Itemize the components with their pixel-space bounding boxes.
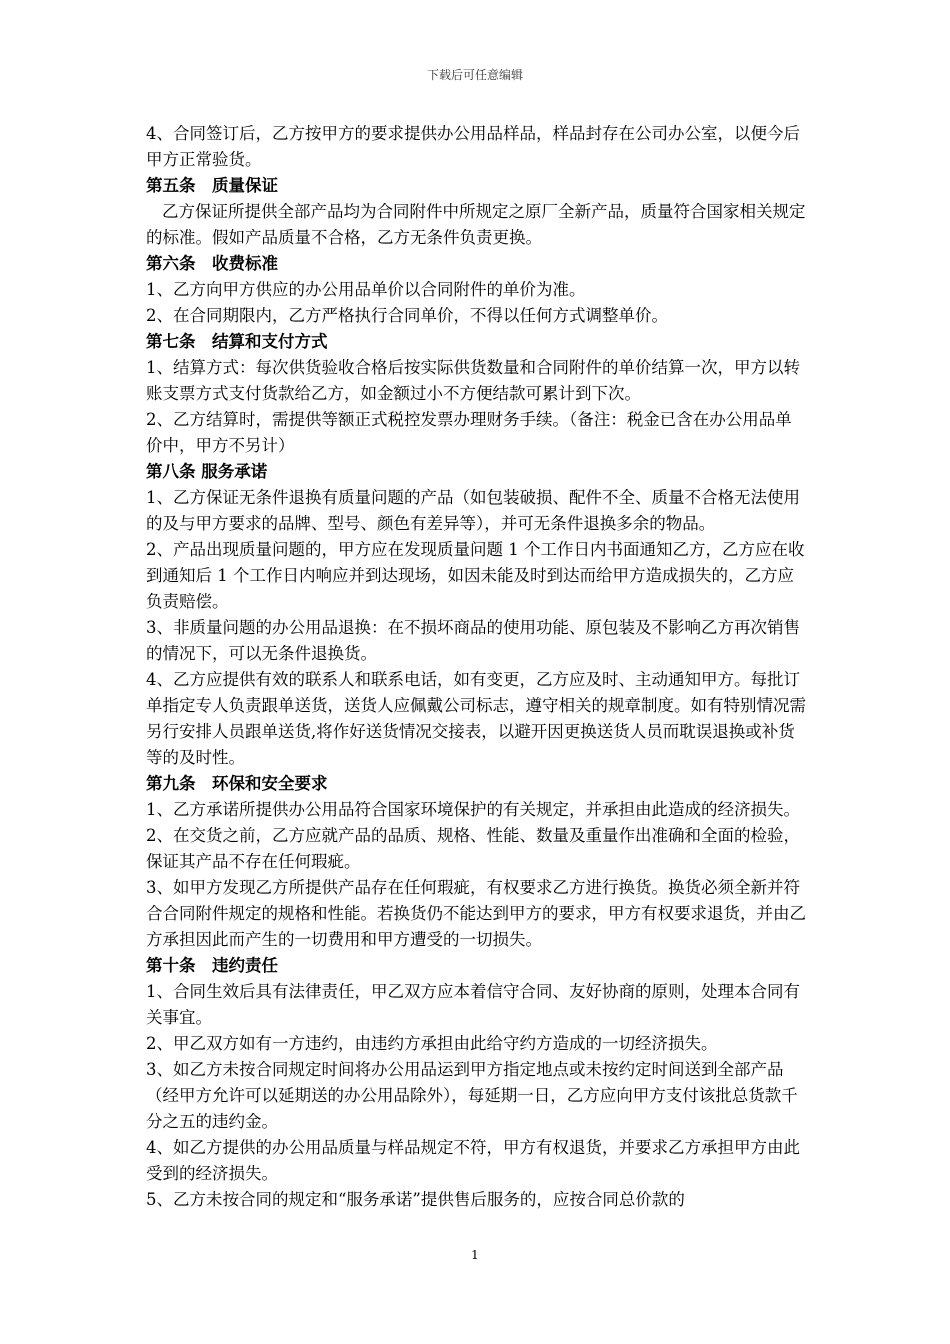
section-heading: 第十条 违约责任 [146, 956, 278, 975]
section-heading: 第六条 收费标准 [146, 254, 278, 273]
document-body [146, 121, 808, 1213]
section-heading: 第八条 服务承诺 [146, 462, 268, 481]
page-header: 下载后可任意编辑 [426, 68, 523, 82]
paragraph: 4、乙方应提供有效的联系人和联系电话，如有变更，乙方应及时、主动通知甲方。每批订单指定专人负责跟单送货，送货人应佩戴公司标志，遵守相关的规章制度。如有特别情况需另行安排人员跟单送货,将作好送货情况交接表，以避开因更换送货人员而耽误退换或补货等的及时性。 [146, 670, 806, 767]
paragraph: 3、如乙方未按合同规定时间将办公用品运到甲方指定地点或未按约定时间送到全部产品（经甲方允许可以延期送的办公用品除外），每延期一日，乙方应向甲方支付该批总货款千分之五的违约金。 [146, 1060, 798, 1131]
paragraph: 乙方保证所提供全部产品均为合同附件中所规定之原厂全新产品，质量符合国家相关规定的标准。假如产品质量不合格，乙方无条件负责更换。 [146, 202, 806, 247]
paragraph: 4、合同签订后，乙方按甲方的要求提供办公用品样品，样品封存在公司办公室，以便今后甲方正常验货。 [146, 124, 800, 169]
paragraph: 1、乙方承诺所提供办公用品符合国家环境保护的有关规定，并承担由此造成的经济损失。 [146, 800, 800, 819]
paragraph: 3、如甲方发现乙方所提供产品存在任何瑕疵，有权要求乙方进行换货。换货必须全新并符合合同附件规定的规格和性能。若换货仍不能达到甲方的要求，甲方有权要求退货，并由乙方承担因此而产生的一切费用和甲方遭受的一切损失。 [146, 878, 806, 949]
paragraph: 4、如乙方提供的办公用品质量与样品规定不符，甲方有权退货，并要求乙方承担甲方由此受到的经济损失。 [146, 1138, 800, 1183]
paragraph: 2、在交货之前，乙方应就产品的品质、规格、性能、数量及重量作出准确和全面的检验，保证其产品不存在任何瑕疵。 [146, 826, 800, 871]
section-heading: 第五条 质量保证 [146, 176, 278, 195]
paragraph: 3、非质量问题的办公用品退换：在不损坏商品的使用功能、原包装及不影响乙方再次销售的情况下，可以无条件退换货。 [146, 618, 800, 663]
paragraph: 1、乙方保证无条件退换有质量问题的产品（如包装破损、配件不全、质量不合格无法使用的及与甲方要求的品牌、型号、颜色有差异等），并可无条件退换多余的物品。 [146, 488, 800, 533]
paragraph: 2、在合同期限内，乙方严格执行合同单价，不得以任何方式调整单价。 [146, 306, 668, 325]
paragraph: 5、乙方未按合同的规定和“服务承诺”提供售后服务的，应按合同总价款的 [146, 1190, 685, 1209]
paragraph: 1、乙方向甲方供应的办公用品单价以合同附件的单价为准。 [146, 280, 586, 299]
paragraph: 2、甲乙双方如有一方违约，由违约方承担由此给守约方造成的一切经济损失。 [146, 1034, 718, 1053]
page-number: 1 [471, 1248, 479, 1262]
paragraph: 2、产品出现质量问题的，甲方应在发现质量问题 1 个工作日内书面通知乙方，乙方应在收到通知后 1 个工作日内响应并到达现场，如因未能及时到达而给甲方造成损失的，乙方应负责赔偿。 [146, 540, 805, 611]
paragraph: 2、乙方结算时，需提供等额正式税控发票办理财务手续。（备注：税金已含在办公用品单价中，甲方不另计） [146, 410, 792, 455]
paragraph: 1、合同生效后具有法律责任，甲乙双方应本着信守合同、友好协商的原则，处理本合同有关事宜。 [146, 982, 800, 1027]
section-heading: 第九条 环保和安全要求 [146, 774, 328, 793]
section-heading: 第七条 结算和支付方式 [146, 332, 328, 351]
paragraph: 1、结算方式：每次供货验收合格后按实际供货数量和合同附件的单价结算一次，甲方以转账支票方式支付货款给乙方，如金额过小不方便结款可累计到下次。 [146, 358, 800, 403]
